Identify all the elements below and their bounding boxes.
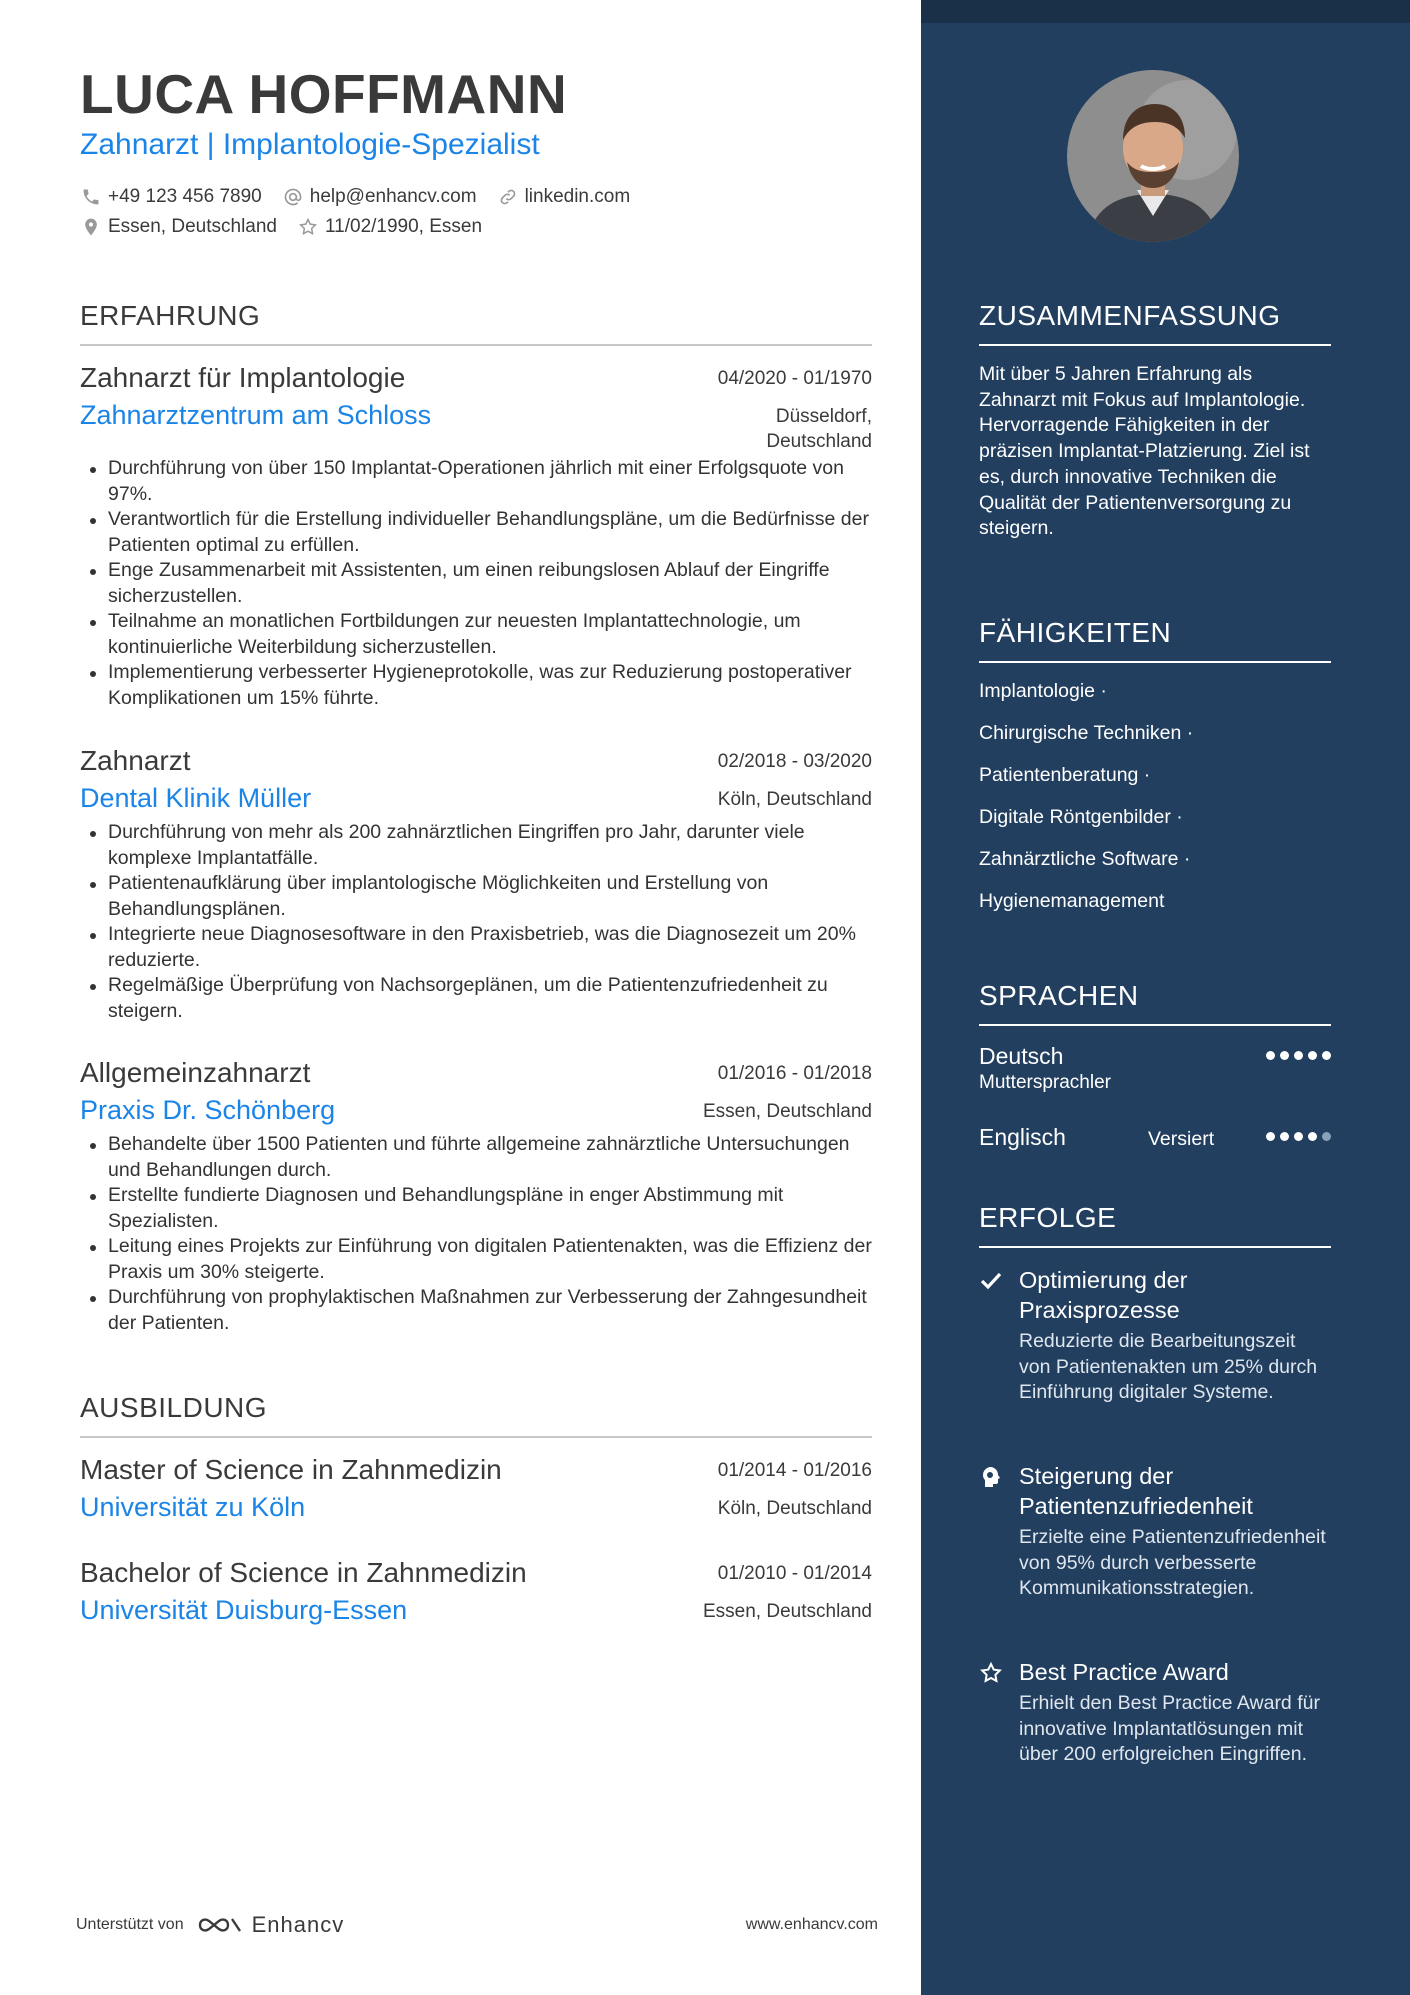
bullet-item: Leitung eines Projekts zur Einführung von digitalen Patientenakten, was die Effizienz der Praxis um 30% steigerte.: [80, 1234, 872, 1285]
job-title: Zahnarzt: [80, 745, 191, 776]
summary-text: Mit über 5 Jahren Erfahrung als Zahnarzt mit Fokus auf Implantologie. Hervorragende Fähigkeiten in der präzisen Implantat-Platzierung. Ziel ist es, durch innovative Techniken die Qualität der Patientenversorgung zu steigern.: [979, 363, 1310, 540]
language-item: [979, 1124, 1331, 1151]
avatar: [1067, 70, 1239, 242]
bullet-item: Teilnahme an monatlichen Fortbildungen zur neuesten Implantattechnologie, um kontinuierliche Weiterbildung sicherzustellen.: [80, 609, 872, 660]
job-location-line: Deutschland: [766, 431, 872, 452]
headline: Zahnarzt | Implantologie-Spezialist: [80, 128, 540, 161]
powered-by-text: Unterstützt von: [76, 1916, 184, 1933]
linkedin-contact[interactable]: [497, 186, 631, 208]
bullet-item: Regelmäßige Überprüfung von Nachsorgeplänen, um die Patientenzufriedenheit zu steigern.: [80, 973, 872, 1024]
achievement-desc: Erzielte eine Patientenzufriedenheit von 95% durch verbesserte Kommunikationsstrategien.: [1019, 1526, 1326, 1600]
achievement-title: Steigerung der Patientenzufriedenheit: [1019, 1463, 1253, 1519]
star-icon: [979, 1661, 1003, 1685]
job-location: Köln, Deutschland: [717, 789, 872, 810]
location-pin-icon: [80, 216, 102, 238]
rating-dot: [1294, 1132, 1303, 1141]
job-company: Zahnarztzentrum am Schloss: [80, 400, 432, 430]
sidebar: [921, 0, 1410, 1995]
job-location-line: Düsseldorf,: [775, 406, 872, 427]
achievement-title: Optimierung der Praxisprozesse: [1019, 1267, 1188, 1323]
linkedin-text: linkedin.com: [524, 186, 631, 207]
bullet-item: Durchführung von prophylaktischen Maßnahmen zur Verbesserung der Zahngesundheit der Patienten.: [80, 1285, 872, 1336]
star-outline-icon: [297, 216, 319, 238]
degree-title: Master of Science in Zahnmedizin: [80, 1454, 502, 1485]
at-icon: [282, 186, 304, 208]
language-level: Versiert: [1148, 1128, 1215, 1150]
email-text: help@enhancv.com: [309, 186, 477, 207]
experience-title: ERFAHRUNG: [80, 300, 872, 346]
footer-brand: [76, 1912, 344, 1938]
bullet-item: Patientenaufklärung über implantologische Möglichkeiten und Erstellung von Behandlungsplänen.: [80, 871, 872, 922]
language-rating: [1261, 1132, 1331, 1141]
location-text: Essen, Deutschland: [108, 216, 277, 237]
skill-item: Zahnärztliche Software ·: [979, 848, 1191, 870]
enhancv-brand-text: Enhancv: [251, 1912, 345, 1937]
head-icon: [979, 1465, 1003, 1489]
job-entry: [80, 745, 872, 1024]
rating-dot: [1322, 1132, 1331, 1141]
job-location: Essen, Deutschland: [703, 1101, 872, 1122]
candidate-name: LUCA HOFFMANN: [80, 63, 568, 125]
rating-dot: [1308, 1051, 1317, 1060]
sidebar-top-bar: [921, 0, 1410, 23]
bullet-item: Durchführung von über 150 Implantat-Operationen jährlich mit einer Erfolgsquote von 97%.: [80, 456, 872, 507]
achievement-item: [979, 1461, 1331, 1602]
education-date: 01/2010 - 01/2014: [717, 1563, 872, 1584]
education-entry: [80, 1454, 872, 1523]
skills-list: [979, 676, 1331, 928]
skill-item: Patientenberatung ·: [979, 764, 1151, 786]
job-date: 01/2016 - 01/2018: [717, 1063, 872, 1084]
school-name: Universität zu Köln: [80, 1492, 306, 1522]
rating-dot: [1280, 1051, 1289, 1060]
language-name: Deutsch: [979, 1043, 1064, 1069]
education-date: 01/2014 - 01/2016: [717, 1460, 872, 1481]
school-name: Universität Duisburg-Essen: [80, 1595, 408, 1625]
skill-item: Hygienemanagement: [979, 890, 1165, 912]
skill-item: Digitale Röntgenbilder ·: [979, 806, 1183, 828]
language-name: Englisch: [979, 1124, 1066, 1150]
rating-dot: [1266, 1132, 1275, 1141]
rating-dot: [1280, 1132, 1289, 1141]
skill-item: Implantologie ·: [979, 680, 1107, 702]
job-bullets: [80, 820, 872, 1024]
location-contact: [80, 216, 277, 238]
achievement-title: Best Practice Award: [1019, 1659, 1229, 1685]
job-title: Zahnarzt für Implantologie: [80, 362, 406, 393]
education-location: Köln, Deutschland: [717, 1498, 872, 1519]
achievement-desc: Erhielt den Best Practice Award für innovative Implantatlösungen mit über 200 erfolgreichen Eingriffen.: [1019, 1692, 1320, 1766]
enhancv-logo[interactable]: [196, 1912, 345, 1938]
job-title: Allgemeinzahnarzt: [80, 1057, 311, 1088]
enhancv-logo-icon: [196, 1913, 244, 1937]
achievement-desc: Reduzierte die Bearbeitungszeit von Patientenakten um 25% durch Einführung digitaler Systeme.: [1019, 1330, 1318, 1404]
job-entry: [80, 1057, 872, 1336]
education-entry: [80, 1557, 872, 1626]
bullet-item: Durchführung von mehr als 200 zahnärztlichen Eingriffen pro Jahr, darunter viele komplexe Implantatfälle.: [80, 820, 872, 871]
skills-title: FÄHIGKEITEN: [979, 617, 1331, 663]
language-rating: [1261, 1051, 1331, 1060]
rating-dot: [1294, 1051, 1303, 1060]
bullet-item: Integrierte neue Diagnosesoftware in den Praxisbetrieb, was die Diagnosezeit um 20% reduzierte.: [80, 922, 872, 973]
achievements-title: ERFOLGE: [979, 1202, 1331, 1248]
rating-dot: [1322, 1051, 1331, 1060]
job-company: Dental Klinik Müller: [80, 783, 312, 813]
education-location: Essen, Deutschland: [703, 1601, 872, 1622]
rating-dot: [1308, 1132, 1317, 1141]
link-icon: [497, 186, 519, 208]
phone-contact: [80, 186, 262, 208]
rating-dot: [1266, 1051, 1275, 1060]
job-location: [766, 404, 872, 454]
summary-title: ZUSAMMENFASSUNG: [979, 300, 1331, 346]
footer: [76, 1912, 878, 1938]
languages-title: SPRACHEN: [979, 980, 1331, 1026]
skill-item: Chirurgische Techniken ·: [979, 722, 1194, 744]
job-entry: [80, 362, 872, 711]
language-item: [979, 1043, 1331, 1094]
checkmark-icon: [979, 1269, 1003, 1293]
achievement-item: [979, 1657, 1331, 1768]
job-date: 04/2020 - 01/1970: [717, 368, 872, 389]
job-bullets: [80, 456, 872, 711]
phone-icon: [80, 186, 102, 208]
bullet-item: Behandelte über 1500 Patienten und führte allgemeine zahnärztliche Untersuchungen und Behandlungen durch.: [80, 1132, 872, 1183]
job-date: 02/2018 - 03/2020: [717, 751, 872, 772]
phone-text: +49 123 456 7890: [108, 186, 262, 207]
bullet-item: Verantwortlich für die Erstellung individueller Behandlungspläne, um die Bedürfnisse der Patienten optimal zu erfüllen.: [80, 507, 872, 558]
language-level: Muttersprachler: [979, 1072, 1111, 1093]
email-contact[interactable]: [282, 186, 477, 208]
birth-contact: [297, 216, 482, 238]
birth-text: 11/02/1990, Essen: [325, 216, 483, 237]
bullet-item: Enge Zusammenarbeit mit Assistenten, um einen reibungslosen Ablauf der Eingriffe sicherzustellen.: [80, 558, 872, 609]
bullet-item: Erstellte fundierte Diagnosen und Behandlungspläne in enger Abstimmung mit Spezialisten.: [80, 1183, 872, 1234]
job-company: Praxis Dr. Schönberg: [80, 1095, 336, 1125]
degree-title: Bachelor of Science in Zahnmedizin: [80, 1557, 527, 1588]
achievement-item: [979, 1265, 1331, 1406]
job-bullets: [80, 1132, 872, 1336]
contact-info: [80, 182, 650, 242]
education-title: AUSBILDUNG: [80, 1392, 872, 1438]
website-link[interactable]: www.enhancv.com: [745, 1916, 878, 1933]
bullet-item: Implementierung verbesserter Hygieneprotokolle, was zur Reduzierung postoperativer Komplikationen um 15% führte.: [80, 660, 872, 711]
